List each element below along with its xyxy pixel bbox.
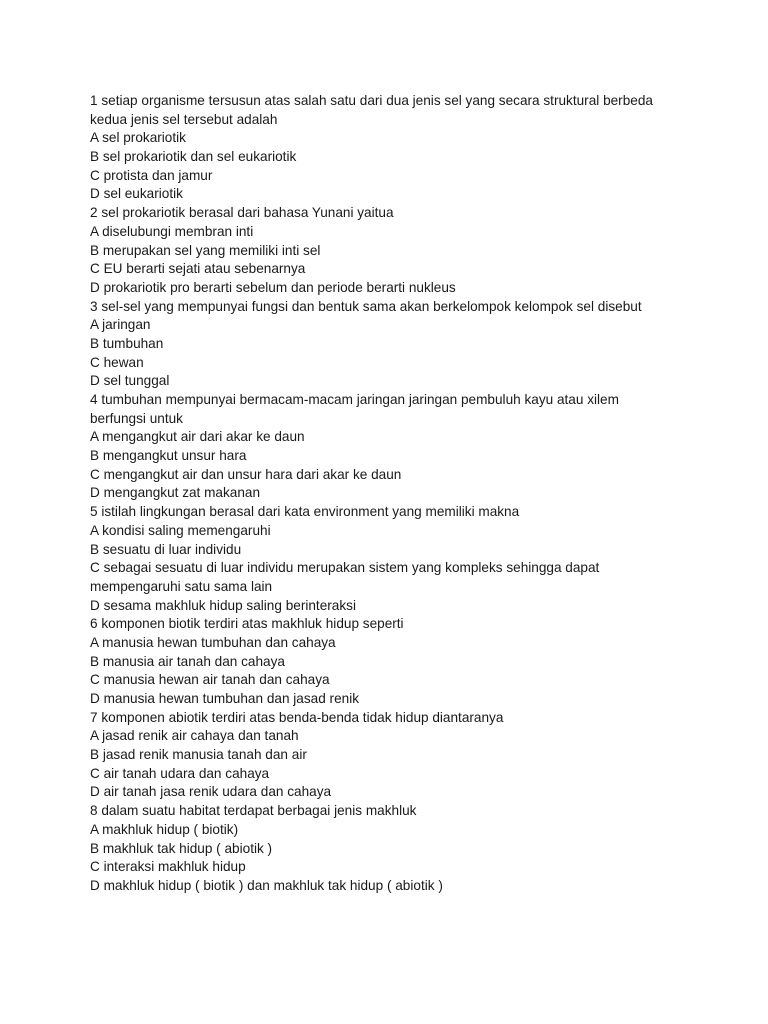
- question-3-option-a: A jaringan: [90, 317, 151, 333]
- question-1-text-cont: kedua jenis sel tersebut adalah: [90, 111, 278, 127]
- question-5-text: 5 istilah lingkungan berasal dari kata environment yang memiliki makna: [90, 504, 520, 520]
- question-7-option-b: B jasad renik manusia tanah dan air: [90, 747, 307, 763]
- question-7-option-d: D air tanah jasa renik udara dan cahaya: [90, 784, 332, 800]
- question-2-option-a: A diselubungi membran inti: [90, 223, 254, 239]
- question-6-text: 6 komponen biotik terdiri atas makhluk hidup seperti: [90, 616, 404, 632]
- question-7-text: 7 komponen abiotik terdiri atas benda-benda tidak hidup diantaranya: [90, 709, 504, 725]
- question-6-option-d: D manusia hewan tumbuhan dan jasad renik: [90, 691, 360, 706]
- question-6-option-b: B manusia air tanah dan cahaya: [90, 653, 285, 669]
- question-3-text: 3 sel-sel yang mempunyai fungsi dan bentuk sama akan berkelompok kelompok sel disebut: [90, 298, 642, 314]
- question-1-option-d: D sel eukariotik: [90, 186, 183, 202]
- question-1-text: 1 setiap organisme tersusun atas salah satu dari dua jenis sel yang secara struktural berbeda: [90, 93, 653, 108]
- question-4-text-cont: berfungsi untuk: [90, 410, 183, 426]
- question-5-option-a: A kondisi saling memengaruhi: [90, 522, 271, 538]
- question-3-option-c: C hewan: [90, 354, 144, 370]
- question-3-option-b: B tumbuhan: [90, 335, 164, 351]
- question-3-option-d: D sel tunggal: [90, 373, 170, 389]
- question-4-option-b: B mengangkut unsur hara: [90, 448, 247, 464]
- question-2-option-c: C EU berarti sejati atau sebenarnya: [90, 261, 306, 277]
- question-4-option-a: A mengangkut air dari akar ke daun: [90, 429, 305, 445]
- question-5-option-d: D sesama makhluk hidup saling berinteraksi: [90, 597, 356, 613]
- question-7-option-c: C air tanah udara dan cahaya: [90, 765, 270, 781]
- question-7-option-a: A jasad renik air cahaya dan tanah: [90, 728, 299, 744]
- question-1-option-a: A sel prokariotik: [90, 130, 186, 146]
- question-6-option-c: C manusia hewan air tanah dan cahaya: [90, 672, 330, 688]
- question-5-option-b: B sesuatu di luar individu: [90, 541, 242, 557]
- question-8-option-a: A makhluk hidup ( biotik): [90, 821, 239, 837]
- question-1-option-b: B sel prokariotik dan sel eukariotik: [90, 149, 297, 165]
- question-5-option-c-cont: mempengaruhi satu sama lain: [90, 578, 273, 594]
- question-6-option-a: A manusia hewan tumbuhan dan cahaya: [90, 634, 336, 650]
- question-8-option-d: D makhluk hidup ( biotik ) dan makhluk tak hidup ( abiotik ): [90, 877, 443, 893]
- document-body: [90, 92, 690, 896]
- question-2-option-d: D prokariotik pro berarti sebelum dan periode berarti nukleus: [90, 279, 456, 295]
- question-8-option-c: C interaksi makhluk hidup: [90, 859, 246, 875]
- question-4-option-c: C mengangkut air dan unsur hara dari akar ke daun: [90, 466, 402, 482]
- question-1-option-c: C protista dan jamur: [90, 167, 213, 183]
- question-2-option-b: B merupakan sel yang memiliki inti sel: [90, 242, 321, 258]
- question-5-option-c: C sebagai sesuatu di luar individu merupakan sistem yang kompleks sehingga dapat: [90, 560, 600, 576]
- question-4-option-d: D mengangkut zat makanan: [90, 485, 261, 501]
- question-2-text: 2 sel prokariotik berasal dari bahasa Yunani yaitua: [90, 205, 394, 221]
- question-4-text: 4 tumbuhan mempunyai bermacam-macam jaringan jaringan pembuluh kayu atau xilem: [90, 392, 619, 407]
- question-8-option-b: B makhluk tak hidup ( abiotik ): [90, 840, 273, 856]
- question-8-text: 8 dalam suatu habitat terdapat berbagai jenis makhluk: [90, 803, 417, 819]
